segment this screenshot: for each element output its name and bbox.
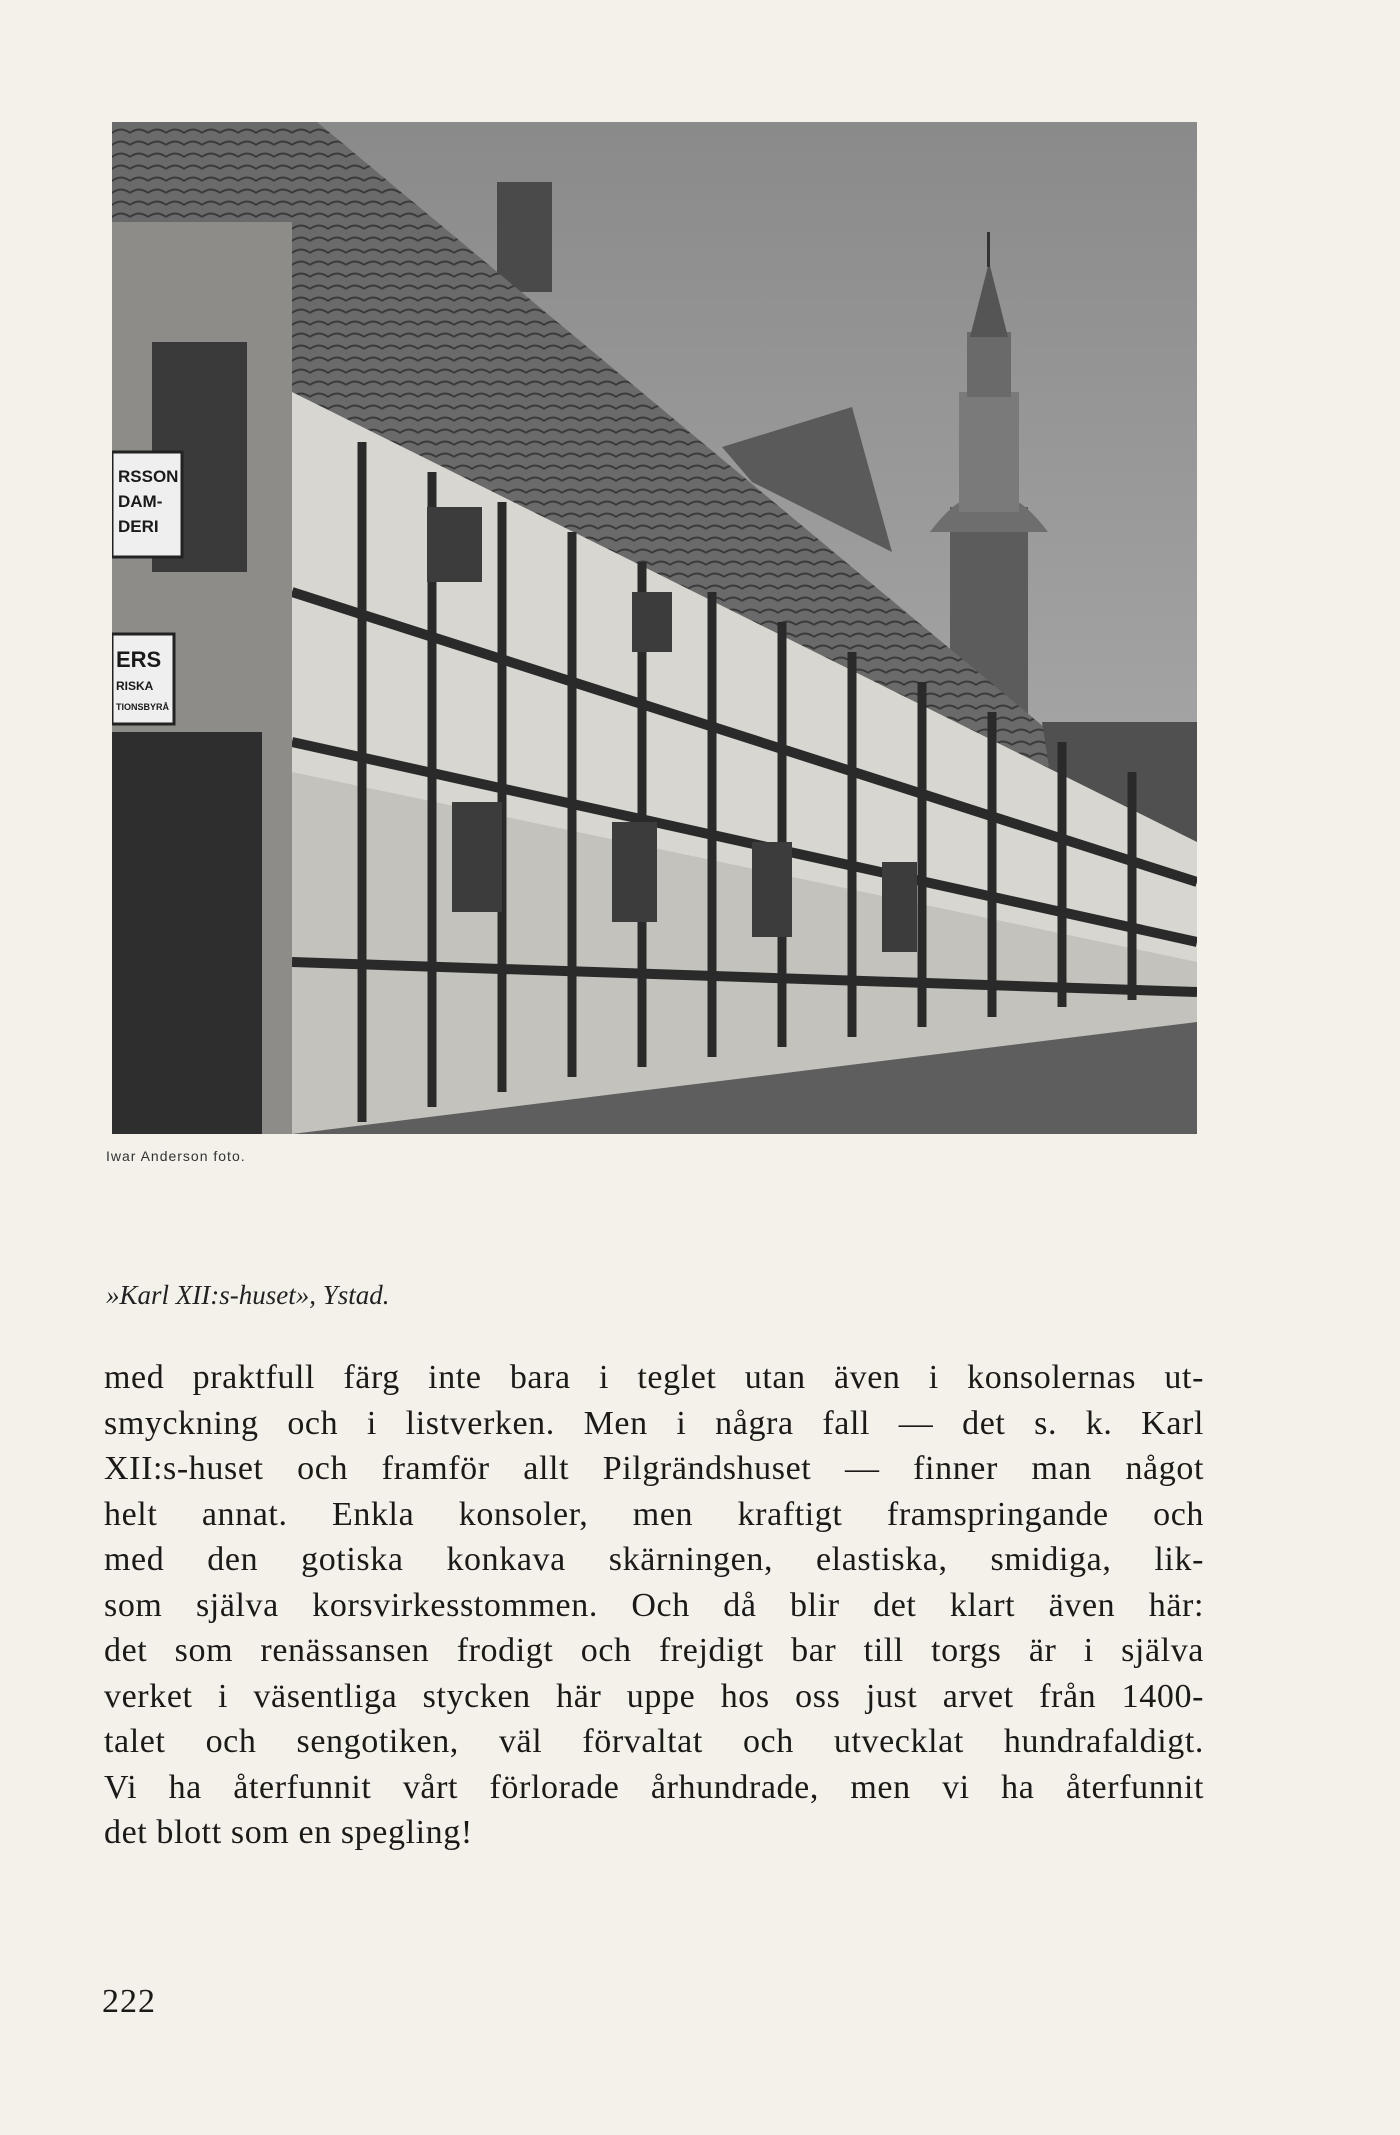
house-photograph — [112, 122, 1197, 1134]
figure-caption: »Karl XII:s-huset», Ystad. — [106, 1280, 390, 1310]
sign-text: DAM- — [118, 492, 163, 511]
text-line: med praktfull färg inte bara i teglet utan även i konsolernas ut- — [104, 1359, 1204, 1396]
text-line: Vi ha återfunnit vårt förlorade århundrade, men vi ha återfunnit — [104, 1768, 1204, 1806]
text-line: verket i väsentliga stycken här uppe hos oss just arvet från 1400- — [104, 1677, 1204, 1715]
sign-text: RISKA — [116, 679, 154, 693]
text-line: det som renässansen frodigt och frejdigt bar till torgs är i själva — [104, 1632, 1204, 1669]
text-line: det blott som en spegling! — [104, 1814, 473, 1851]
text-line: helt annat. Enkla konsoler, men kraftigt framspringande och — [104, 1495, 1204, 1533]
text-line: smyckning och i listverken. Men i några fall — det s. k. Karl — [104, 1404, 1204, 1442]
text-line: XII:s-huset och framför allt Pilgrändshuset — finner man något — [104, 1450, 1204, 1487]
sign-text: DERI — [118, 517, 159, 536]
photo-illustration — [112, 122, 1197, 1134]
sign-text: TIONSBYRÅ — [116, 702, 170, 712]
text-line: talet och sengotiken, väl förvaltat och utvecklat hundrafaldigt. — [104, 1723, 1204, 1760]
text-line: med den gotiska konkava skärningen, elastiska, smidiga, lik- — [104, 1541, 1204, 1578]
photo-credit: Iwar Anderson foto. — [106, 1148, 246, 1164]
page-number: 222 — [102, 1983, 156, 2020]
sign-text: ERS — [116, 647, 162, 672]
body-paragraph — [104, 1355, 1204, 1856]
text-line: som själva korsvirkesstommen. Och då blir det klart även här: — [104, 1586, 1204, 1624]
sign-text: RSSON — [118, 467, 179, 486]
chimney — [497, 182, 552, 292]
